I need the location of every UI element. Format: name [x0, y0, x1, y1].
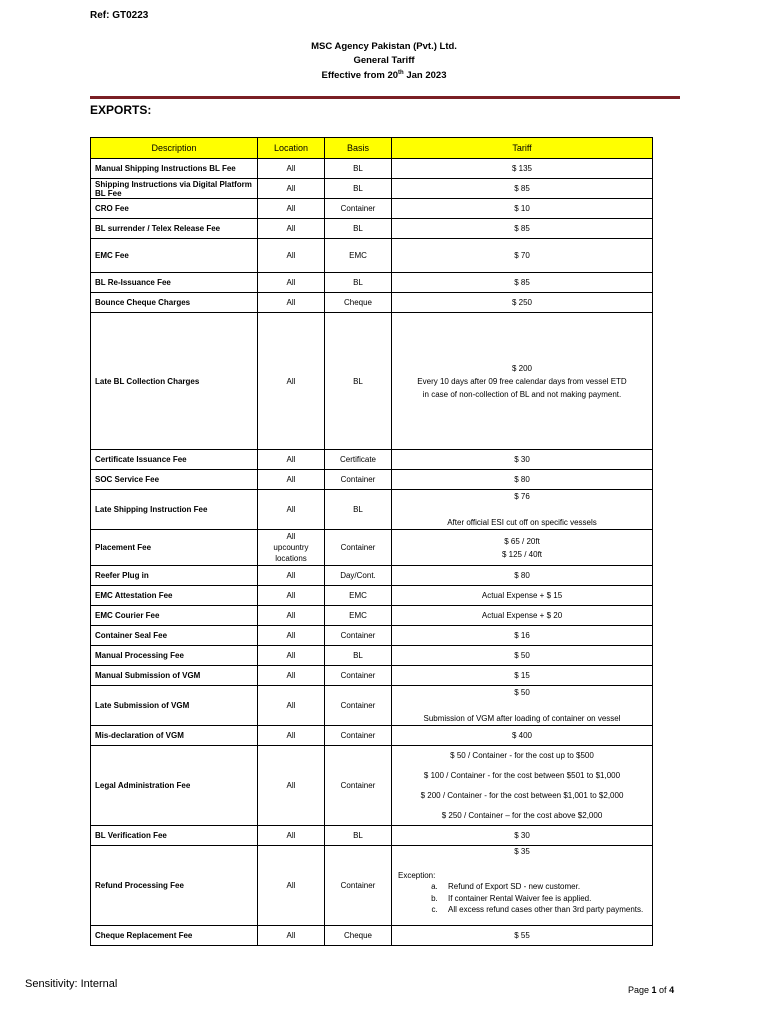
basis-cell: BL	[325, 273, 392, 293]
basis-cell: BL	[325, 179, 392, 199]
basis-cell: EMC	[325, 606, 392, 626]
location-cell: All	[258, 726, 325, 746]
basis-cell: Container	[325, 470, 392, 490]
table-row	[91, 273, 653, 293]
header-divider	[90, 96, 680, 99]
table-row	[91, 646, 653, 666]
description-cell: EMC Courier Fee	[91, 606, 258, 626]
basis-cell: Cheque	[325, 926, 392, 946]
basis-cell: Certificate	[325, 450, 392, 470]
page-number: Page 1 of 4	[628, 985, 675, 995]
location-cell: All	[258, 470, 325, 490]
exception-item: b. If container Rental Waiver fee is applied.	[440, 893, 648, 905]
table-row	[91, 179, 653, 199]
tariff-cell: Actual Expense + $ 20	[392, 606, 653, 626]
description-cell: Manual Shipping Instructions BL Fee	[91, 159, 258, 179]
description-cell: CRO Fee	[91, 199, 258, 219]
tariff-cell: $ 10	[392, 199, 653, 219]
description-cell: BL Re-Issuance Fee	[91, 273, 258, 293]
location-cell: All	[258, 293, 325, 313]
table-row	[91, 159, 653, 179]
tariff-cell: $ 80	[392, 566, 653, 586]
location-cell: All	[258, 159, 325, 179]
table-row	[91, 219, 653, 239]
location-cell: All	[258, 179, 325, 199]
table-row	[91, 666, 653, 686]
table-row	[91, 530, 653, 566]
description-cell: Late Submission of VGM	[91, 686, 258, 726]
exception-item: c. All excess refund cases other than 3rd party payments.	[440, 904, 648, 916]
tariff-cell: $ 50 / Container - for the cost up to $500 $ 100 / Container - for the cost between $501 to $1,000 $ 200 / Container - for the cost between $1,001 to $2,000 $ 250 / Container – for the cost above $2,000	[392, 746, 653, 826]
tariff-cell: $ 76 After official ESI cut off on specific vessels	[392, 490, 653, 530]
table-row	[91, 826, 653, 846]
tariff-cell: $ 250	[392, 293, 653, 313]
tariff-cell: $ 30	[392, 826, 653, 846]
table-row	[91, 926, 653, 946]
description-cell: Manual Processing Fee	[91, 646, 258, 666]
basis-cell: EMC	[325, 586, 392, 606]
basis-cell: Container	[325, 626, 392, 646]
location-cell: All	[258, 606, 325, 626]
description-cell: Refund Processing Fee	[91, 846, 258, 926]
table-row	[91, 686, 653, 726]
basis-cell: Day/Cont.	[325, 566, 392, 586]
basis-cell: Container	[325, 746, 392, 826]
table-row	[91, 293, 653, 313]
description-cell: Cheque Replacement Fee	[91, 926, 258, 946]
location-cell: All	[258, 686, 325, 726]
tariff-cell: $ 400	[392, 726, 653, 746]
location-cell: All	[258, 626, 325, 646]
tariff-cell: $ 85	[392, 273, 653, 293]
tariff-table-body	[91, 159, 653, 946]
basis-cell: Container	[325, 686, 392, 726]
description-cell: Shipping Instructions via Digital Platform BL Fee	[91, 179, 258, 199]
tariff-cell	[392, 846, 653, 926]
tariff-cell: $ 65 / 20ft $ 125 / 40ft	[392, 530, 653, 566]
tariff-cell: $ 55	[392, 926, 653, 946]
table-row	[91, 239, 653, 273]
basis-cell: Container	[325, 530, 392, 566]
column-header: Description	[91, 138, 258, 159]
location-cell: All upcountry locations	[258, 530, 325, 566]
table-row	[91, 199, 653, 219]
basis-cell: Cheque	[325, 293, 392, 313]
location-cell: All	[258, 199, 325, 219]
location-cell: All	[258, 926, 325, 946]
location-cell: All	[258, 273, 325, 293]
tariff-cell: $ 200 Every 10 days after 09 free calendar days from vessel ETD in case of non-collection of BL and not making payment.	[392, 313, 653, 450]
location-cell: All	[258, 219, 325, 239]
description-cell: Placement Fee	[91, 530, 258, 566]
table-row	[91, 626, 653, 646]
location-cell: All	[258, 646, 325, 666]
document-header	[0, 40, 768, 83]
location-cell: All	[258, 490, 325, 530]
basis-cell: Container	[325, 199, 392, 219]
basis-cell: Container	[325, 726, 392, 746]
description-cell: Mis-declaration of VGM	[91, 726, 258, 746]
location-cell: All	[258, 450, 325, 470]
location-cell: All	[258, 666, 325, 686]
reference-number: Ref: GT0223	[90, 10, 149, 21]
basis-cell: BL	[325, 219, 392, 239]
exception-item: a. Refund of Export SD - new customer.	[440, 881, 648, 893]
column-header: Tariff	[392, 138, 653, 159]
location-cell: All	[258, 826, 325, 846]
basis-cell: BL	[325, 826, 392, 846]
location-cell: All	[258, 313, 325, 450]
location-cell: All	[258, 566, 325, 586]
location-cell: All	[258, 239, 325, 273]
location-cell: All	[258, 746, 325, 826]
effective-date: Effective from 20th Jan 2023	[321, 70, 447, 82]
document-subtitle: General Tariff	[353, 54, 415, 66]
table-row	[91, 470, 653, 490]
basis-cell: BL	[325, 313, 392, 450]
description-cell: Certificate Issuance Fee	[91, 450, 258, 470]
basis-cell: BL	[325, 646, 392, 666]
description-cell: EMC Attestation Fee	[91, 586, 258, 606]
tariff-cell: $ 80	[392, 470, 653, 490]
description-cell: Late BL Collection Charges	[91, 313, 258, 450]
tariff-cell: $ 30	[392, 450, 653, 470]
table-row	[91, 586, 653, 606]
description-cell: Legal Administration Fee	[91, 746, 258, 826]
table-row	[91, 746, 653, 826]
table-row	[91, 726, 653, 746]
location-cell: All	[258, 846, 325, 926]
description-cell: Manual Submission of VGM	[91, 666, 258, 686]
description-cell: Bounce Cheque Charges	[91, 293, 258, 313]
description-cell: SOC Service Fee	[91, 470, 258, 490]
description-cell: BL surrender / Telex Release Fee	[91, 219, 258, 239]
table-row	[91, 846, 653, 926]
tariff-cell: $ 15	[392, 666, 653, 686]
sensitivity-label: Sensitivity: Internal	[25, 978, 118, 990]
description-cell: Container Seal Fee	[91, 626, 258, 646]
tariff-cell: $ 50 Submission of VGM after loading of container on vessel	[392, 686, 653, 726]
description-cell: Late Shipping Instruction Fee	[91, 490, 258, 530]
description-cell: EMC Fee	[91, 239, 258, 273]
column-header: Location	[258, 138, 325, 159]
location-cell: All	[258, 586, 325, 606]
table-header-row	[91, 138, 653, 159]
tariff-cell: $ 70	[392, 239, 653, 273]
tariff-amount: $ 35	[514, 847, 530, 856]
tariff-cell: $ 50	[392, 646, 653, 666]
table-row	[91, 606, 653, 626]
description-cell: BL Verification Fee	[91, 826, 258, 846]
exception-title: Exception:	[398, 870, 436, 880]
tariff-cell: $ 85	[392, 219, 653, 239]
table-row	[91, 450, 653, 470]
basis-cell: EMC	[325, 239, 392, 273]
table-row	[91, 313, 653, 450]
basis-cell: BL	[325, 159, 392, 179]
company-name: MSC Agency Pakistan (Pvt.) Ltd.	[311, 41, 457, 52]
table-row	[91, 566, 653, 586]
section-title: EXPORTS:	[90, 103, 152, 117]
tariff-table	[90, 137, 653, 946]
tariff-cell: Actual Expense + $ 15	[392, 586, 653, 606]
basis-cell: BL	[325, 490, 392, 530]
exception-list	[396, 881, 648, 916]
basis-cell: Container	[325, 666, 392, 686]
basis-cell: Container	[325, 846, 392, 926]
table-row	[91, 490, 653, 530]
tariff-cell: $ 135	[392, 159, 653, 179]
description-cell: Reefer Plug in	[91, 566, 258, 586]
column-header: Basis	[325, 138, 392, 159]
tariff-cell: $ 85	[392, 179, 653, 199]
tariff-cell: $ 16	[392, 626, 653, 646]
